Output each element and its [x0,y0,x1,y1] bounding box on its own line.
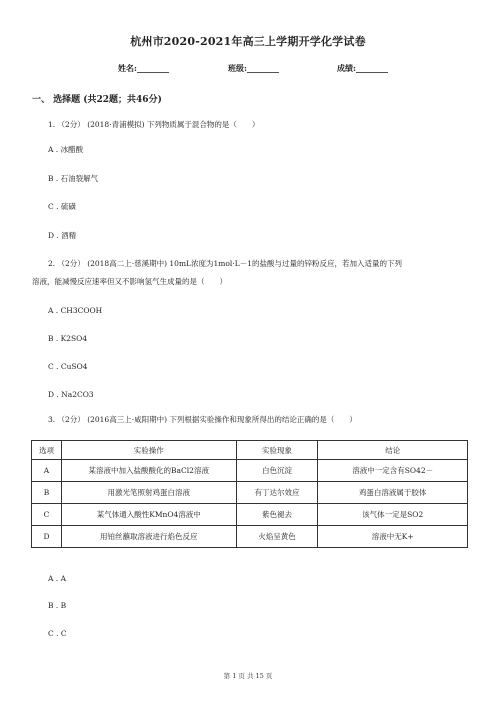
table-cell: 用铂丝蘸取溶液进行焰色反应 [61,526,236,548]
question-2-stem-line1: 2. （2分） (2018高二上·慈溪期中) 10mL浓度为1mol·L－1的盐酸与过量的锌粉反应，若加入适量的下列 [48,259,402,268]
question-2-option-b: B . K2SO4 [48,334,88,343]
table-cell: 溶液中一定含有SO42－ [318,460,468,482]
table-header-cell: 实验操作 [61,441,236,460]
question-1-option-d: D . 酒精 [48,231,77,240]
table-cell: 火焰呈黄色 [236,526,318,548]
question-1-option-b: B . 石油裂解气 [48,174,99,183]
question-2-stem-line2: 溶液，能减慢反应速率但又不影响氢气生成量的是（ ） [32,277,227,286]
question-1-option-a: A . 冰醋酸 [48,145,84,154]
table-cell: A [32,460,62,482]
experiment-table [31,440,468,548]
table-row [32,526,468,548]
section-heading: 一、 选择题 (共22题；共46分) [32,95,162,105]
table-header-cell: 实验现象 [236,441,318,460]
table-cell: 鸡蛋白溶液属于胶体 [318,482,468,504]
question-3-option-b: B . B [48,601,67,610]
table-row [32,482,468,504]
question-3-option-a: A . A [48,574,66,583]
table-cell: B [32,482,62,504]
table-cell: 用激光笔照射鸡蛋白溶液 [61,482,236,504]
table-cell: 有丁达尔效应 [236,482,318,504]
table-cell: D [32,526,62,548]
question-1-stem: 1. （2分） (2018·青浦模拟) 下列物质属于混合物的是（ ） [48,120,260,129]
question-3-stem: 3. （2分） (2016高三上·咸阳期中) 下列根据实验操作和现象所得出的结论正确的是（ ） [48,415,357,424]
table-header-cell: 选项 [32,441,62,460]
table-cell: C [32,504,62,526]
table-cell: 该气体一定是SO2 [318,504,468,526]
table-cell: 某溶液中加入盐酸酸化的BaCl2溶液 [61,460,236,482]
class-field: 班级:________ [228,63,279,73]
question-1-option-c: C . 硫磺 [48,202,76,211]
question-2-option-a: A . CH3COOH [48,306,103,315]
question-2-option-c: C . CuSO4 [48,362,88,371]
table-cell: 某气体通入酸性KMnO4溶液中 [61,504,236,526]
question-2-option-d: D . Na2CO3 [48,390,94,399]
table-row [32,460,468,482]
table-cell: 溶液中无K+ [318,526,468,548]
page-footer: 第 1 页 共 15 页 [223,672,273,680]
score-field: 成绩:________ [337,63,388,73]
name-field: 姓名:________ [118,63,169,73]
table-header-cell: 结论 [318,441,468,460]
table-header-row [32,441,468,460]
table-row [32,504,468,526]
exam-title: 杭州市2020-2021年高三上学期开学化学试卷 [130,35,366,48]
table-cell: 白色沉淀 [236,460,318,482]
table-cell: 紫色褪去 [236,504,318,526]
question-3-option-c: C . C [48,629,67,638]
